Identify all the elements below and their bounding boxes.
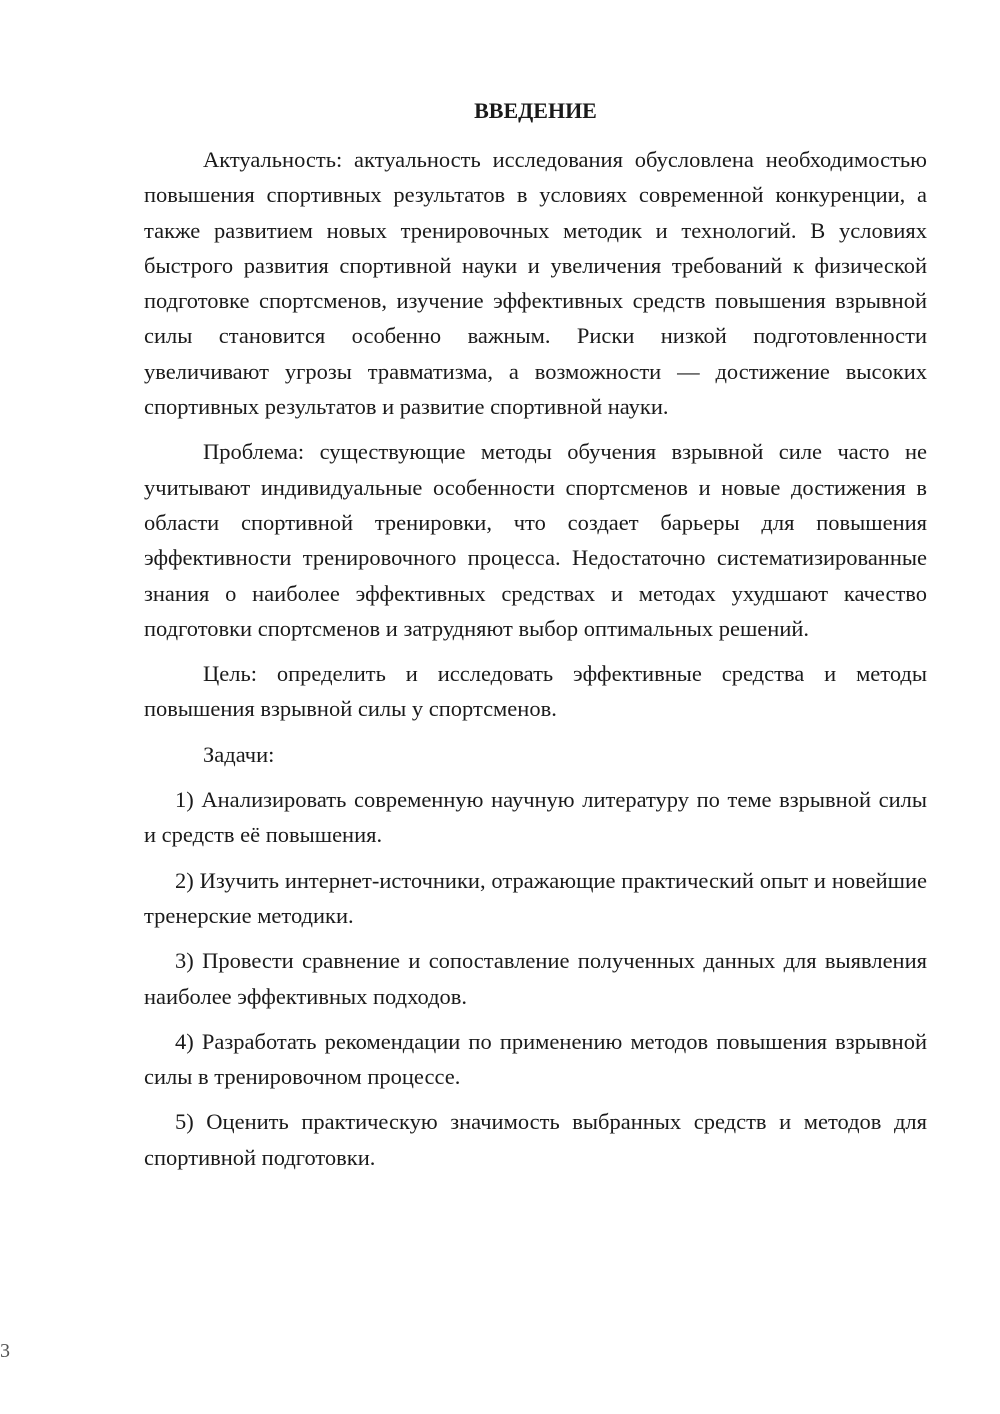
goal-paragraph: Цель: определить и исследовать эффективные средства и методы повышения взрывной силы у спортсменов.: [144, 661, 927, 722]
tasks-heading: Задачи:: [203, 741, 275, 767]
task-item-2: 2) Изучить интернет-источники, отражающие практический опыт и новейшие тренерские методики.: [144, 867, 927, 928]
relevance-paragraph: Актуальность: актуальность исследования обусловлена необходимостью повышения спортивных результатов в условиях современной конкуренции, а также развитием новых тренировочных методик и технологий. В условиях быстрого развития спортивной науки и увеличения требований к физической подготовке спортсменов, изучение эффективных средств повышения взрывной силы становится особенно важным. Риски низкой подготовленности увеличивают угрозы травматизма, а возможности — достижение высоких спортивных результатов и развитие спортивной науки.: [144, 147, 927, 420]
section-title: ВВЕДЕНИЕ: [474, 98, 597, 123]
page-number: 3: [0, 1340, 10, 1362]
task-item-4: 4) Разработать рекомендации по применению методов повышения взрывной силы в тренировочном процессе.: [144, 1028, 927, 1090]
problem-paragraph: Проблема: существующие методы обучения взрывной силе часто не учитывают индивидуальные особенности спортсменов и новые достижения в области спортивной тренировки, что создает барьеры для повышения эффективности тренировочного процесса. Недостаточно систематизированные знания о наиболее эффективных средствах и методах ухудшают качество подготовки спортсменов и затрудняют выбор оптимальных решений.: [144, 439, 927, 641]
task-item-3: 3) Провести сравнение и сопоставление полученных данных для выявления наиболее эффективных подходов.: [144, 948, 927, 1009]
task-item-5: 5) Оценить практическую значимость выбранных средств и методов для спортивной подготовки.: [144, 1109, 927, 1170]
task-item-1: 1) Анализировать современную научную литературу по теме взрывной силы и средств её повышения.: [144, 787, 927, 848]
document-body: [144, 142, 927, 1175]
